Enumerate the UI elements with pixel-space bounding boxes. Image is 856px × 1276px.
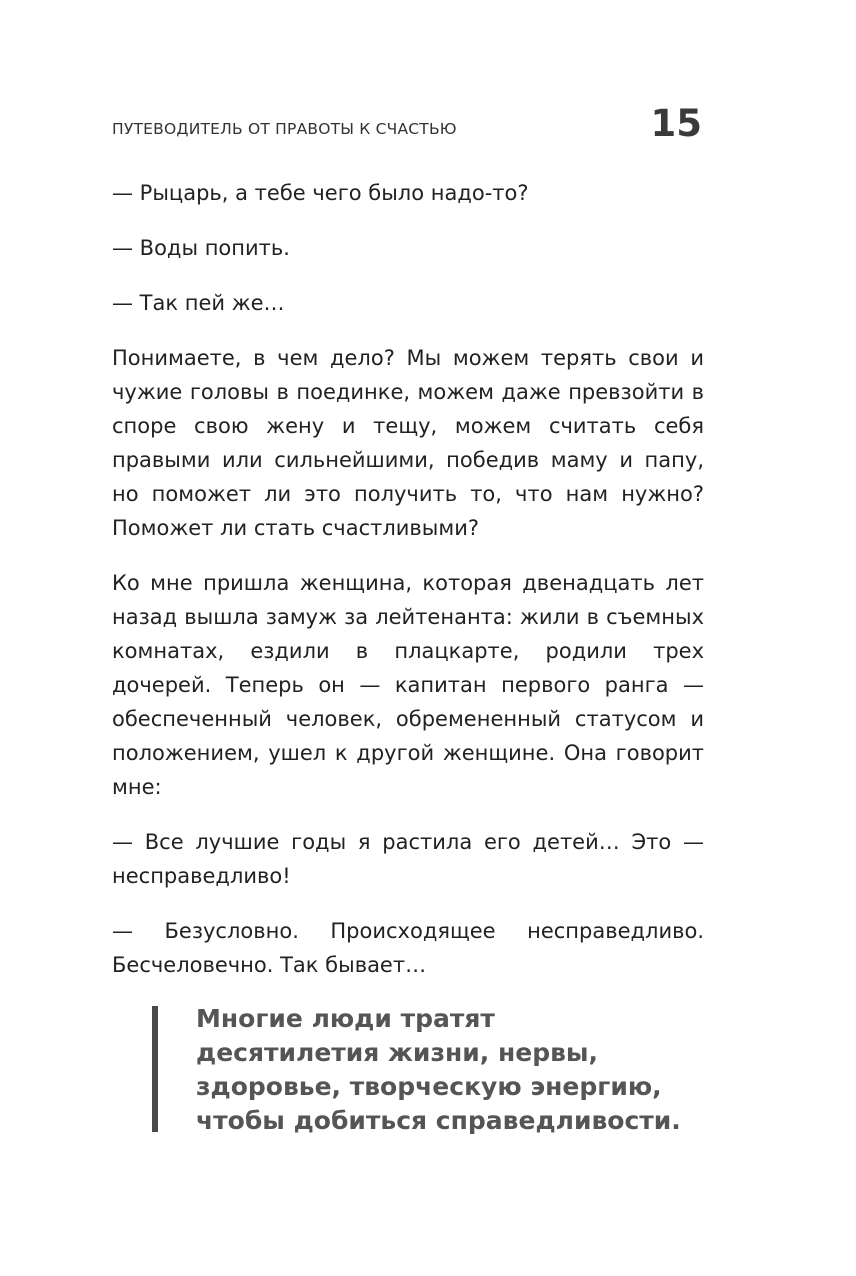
quote-bar <box>152 1006 158 1132</box>
page-number: 15 <box>650 102 702 145</box>
dialogue-line: — Так пей же… <box>112 291 285 315</box>
pull-quote <box>152 1002 712 1135</box>
pull-quote-line: Многие люди тратят <box>196 1004 495 1033</box>
pull-quote-line: здоровье, творческую энергию, <box>196 1072 662 1101</box>
dialogue-line: — Рыцарь, а тебе чего было надо-то? <box>112 181 529 205</box>
running-title: ПУТЕВОДИТЕЛЬ ОТ ПРАВОТЫ К СЧАСТЬЮ <box>112 120 457 138</box>
paragraph: Ко мне пришла женщина, которая двенадцать лет назад вышла замуж за лейтенанта: жили в съемных комнатах, ездили в плацкарте, родили трех дочерей. Теперь он — капитан первого ранга — обеспеченный человек, обремененный статусом и положением, ушел к другой женщине. Она говорит мне: <box>112 571 704 799</box>
pull-quote-text <box>196 1002 716 1138</box>
dialogue-line: — Все лучшие годы я растила его детей… Это — несправедливо! <box>112 830 704 888</box>
dialogue-line: — Безусловно. Происходящее несправедливо. Бесчеловечно. Так бывает… <box>112 919 704 977</box>
pull-quote-line: чтобы добиться справедливости. <box>196 1106 681 1135</box>
dialogue-line: — Воды попить. <box>112 236 290 260</box>
pull-quote-line: десятилетия жизни, нервы, <box>196 1038 599 1067</box>
paragraph: Понимаете, в чем дело? Мы можем терять свои и чужие головы в поединке, можем даже превзойти в споре свою жену и тещу, можем считать себя правыми или сильнейшими, победив маму и папу, но поможет ли это получить то, что нам нужно? Поможет ли стать счастливыми? <box>112 346 704 540</box>
body-text <box>112 176 704 982</box>
